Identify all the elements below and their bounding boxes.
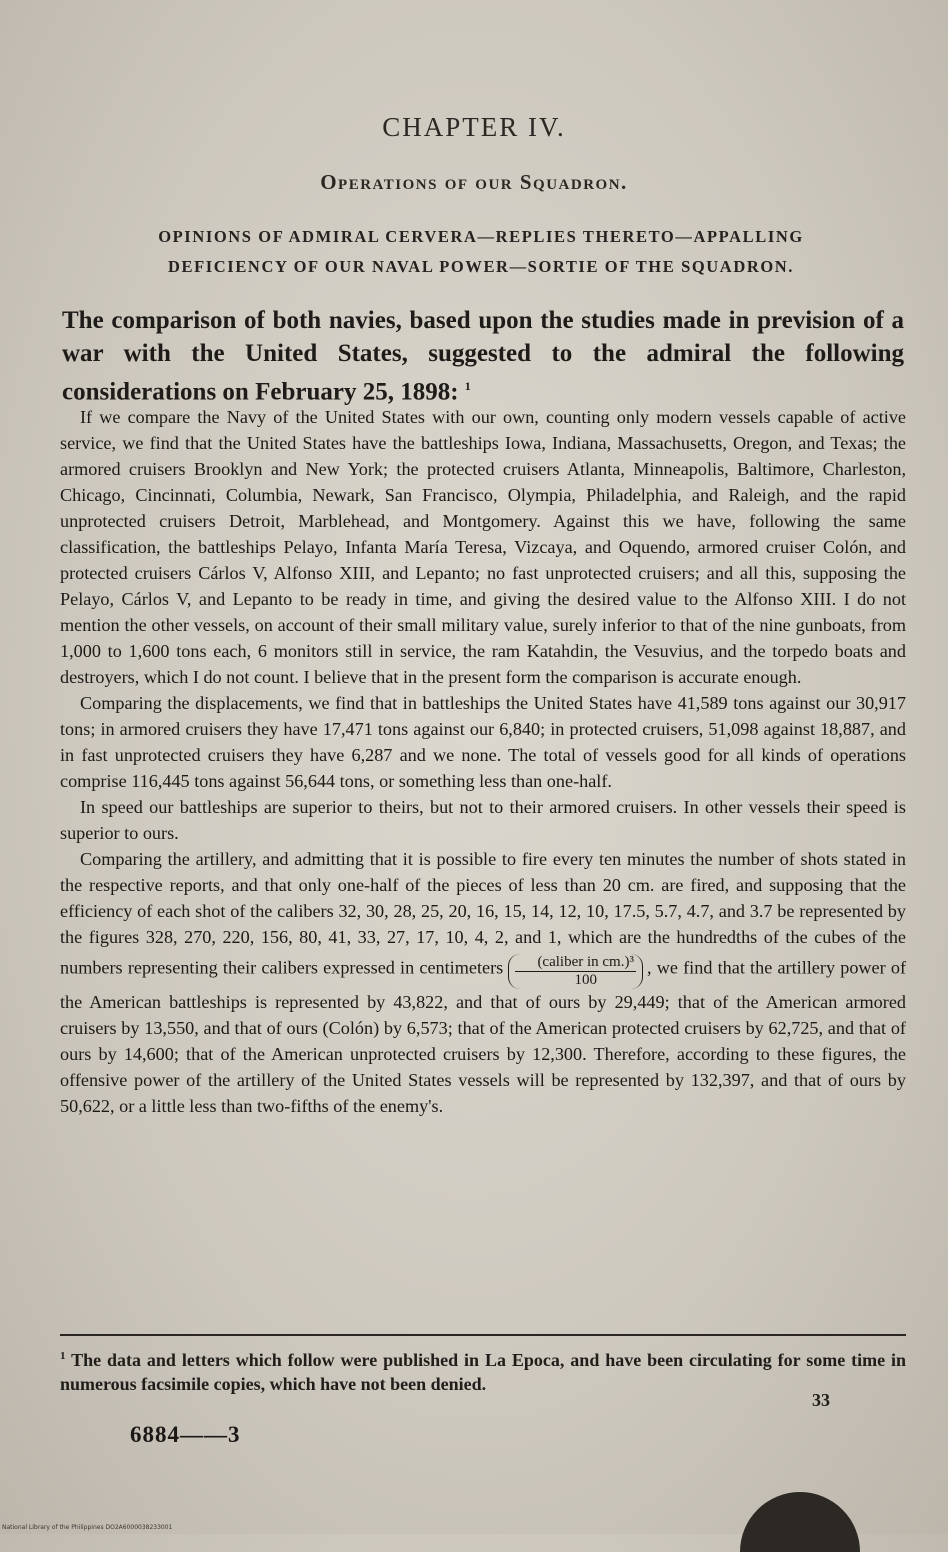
chapter-summary-line-1: OPINIONS OF ADMIRAL CERVERA—REPLIES THERETO—APPALLING	[158, 227, 804, 246]
formula-denominator: 100	[574, 972, 597, 988]
chapter-summary	[56, 222, 906, 282]
quoted-letter	[60, 404, 906, 1119]
quote-paragraph-4-part-a: Comparing the artillery, and admitting that it is possible to fire every ten minutes the number of shots stated in the respective reports, and that only one-half of the pieces of less than 20 cm. are fired, and supposing that the efficiency of each shot of the calibers 32, 30, 28, 25, 20, 16, 15, 14, 12, 10, 17.5, 5.7, 4.7, and 3.7 be represented by the figures 328, 270, 220, 156, 80, 41, 33, 27, 17, 10, 4, 2, and 1, which are the hundredths of the cubes of the numbers representing their calibers expressed in centimeters	[60, 849, 906, 978]
page-number: 33	[812, 1390, 830, 1410]
quote-paragraph-4-part-b: , we find that the artillery power of the American battleships is represented by 43,822, and that of ours by 29,449; that of the American armored cruisers by 13,550, and that of ours (Colón) by 6,573; that of the American protected cruisers by 62,725, and that of ours by 14,600; that of the American unprotected cruisers by 12,300. Therefore, according to these figures, the offensive power of the artillery of the United States vessels will be represented by 132,397, and that of ours by 50,622, or a little less than two-fifths of the enemy's.	[60, 957, 907, 1116]
quote-paragraph-2: Comparing the displacements, we find that in battleships the United States have 41,589 tons against our 30,917 tons; in armored cruisers they have 17,471 tons against our 6,840; in protected cruisers, 51,098 against 18,887, and in fast unprotected cruisers they have 6,287 and we none. The total of vessels good for all kinds of operations comprise 116,445 tons against 56,644 tons, or something less than one-half.	[60, 693, 906, 791]
printer-signature-mark: 6884——3	[130, 1422, 241, 1447]
chapter-subtitle: Operations of our Squadron.	[320, 170, 628, 194]
footnote-divider	[60, 1334, 906, 1336]
caliber-formula	[508, 954, 643, 989]
quote-paragraph-4	[60, 846, 906, 1119]
formula-numerator: (caliber in cm.)³	[515, 954, 636, 972]
footnote-marker: 1	[60, 1350, 66, 1362]
scan-thumb-shadow	[740, 1492, 860, 1552]
intro-paragraph	[62, 304, 904, 408]
quote-paragraph-1: If we compare the Navy of the United States with our own, counting only modern vessels capable of active service, we find that the United States have the battleships Iowa, Indiana, Massachusetts, Oregon, and Texas; the armored cruisers Brooklyn and New York; the protected cruisers Atlanta, Minneapolis, Baltimore, Charleston, Chicago, Cincinnati, Columbia, Newark, San Francisco, Olympia, Philadelphia, and Raleigh, and the rapid unprotected cruisers Detroit, Marblehead, and Montgomery. Against this we have, following the same classification, the battleships Pelayo, Infanta María Teresa, Vizcaya, and Oquendo, armored cruiser Colón, and protected cruisers Cárlos V, Alfonso XIII, and Lepanto; no fast unprotected cruisers; and all this, supposing the Pelayo, Cárlos V, and Lepanto to be ready in time, and giving the desired value to the Alfonso XIII. I do not mention the other vessels, on account of their small military value, surely inferior to that of the nine gunboats, from 1,000 to 1,600 tons each, 6 monitors still in service, the ram Katahdin, the Vesuvius, and the torpedo boats and destroyers, which I do not count. I believe that in the present form the comparison is accurate enough.	[60, 407, 906, 687]
intro-text: The comparison of both navies, based upon the studies made in prevision of a war with the United States, suggested to the admiral the following considerations on February 25, 1898:	[62, 307, 904, 406]
chapter-title: CHAPTER IV.	[382, 112, 566, 142]
intro-footnote-ref: 1	[464, 379, 471, 393]
scan-credit-line: National Library of the Philippines DO2A6000038233001	[2, 1524, 173, 1531]
quote-paragraph-3: In speed our battleships are superior to theirs, but not to their armored cruisers. In other vessels their speed is superior to ours.	[60, 797, 906, 843]
footnote	[60, 1344, 906, 1396]
chapter-summary-line-2: DEFICIENCY OF OUR NAVAL POWER—SORTIE OF THE SQUADRON.	[167, 257, 795, 276]
footnote-text: The data and letters which follow were published in La Epoca, and have been circulating for some time in numerous facsimile copies, which have not been denied.	[60, 1350, 906, 1394]
